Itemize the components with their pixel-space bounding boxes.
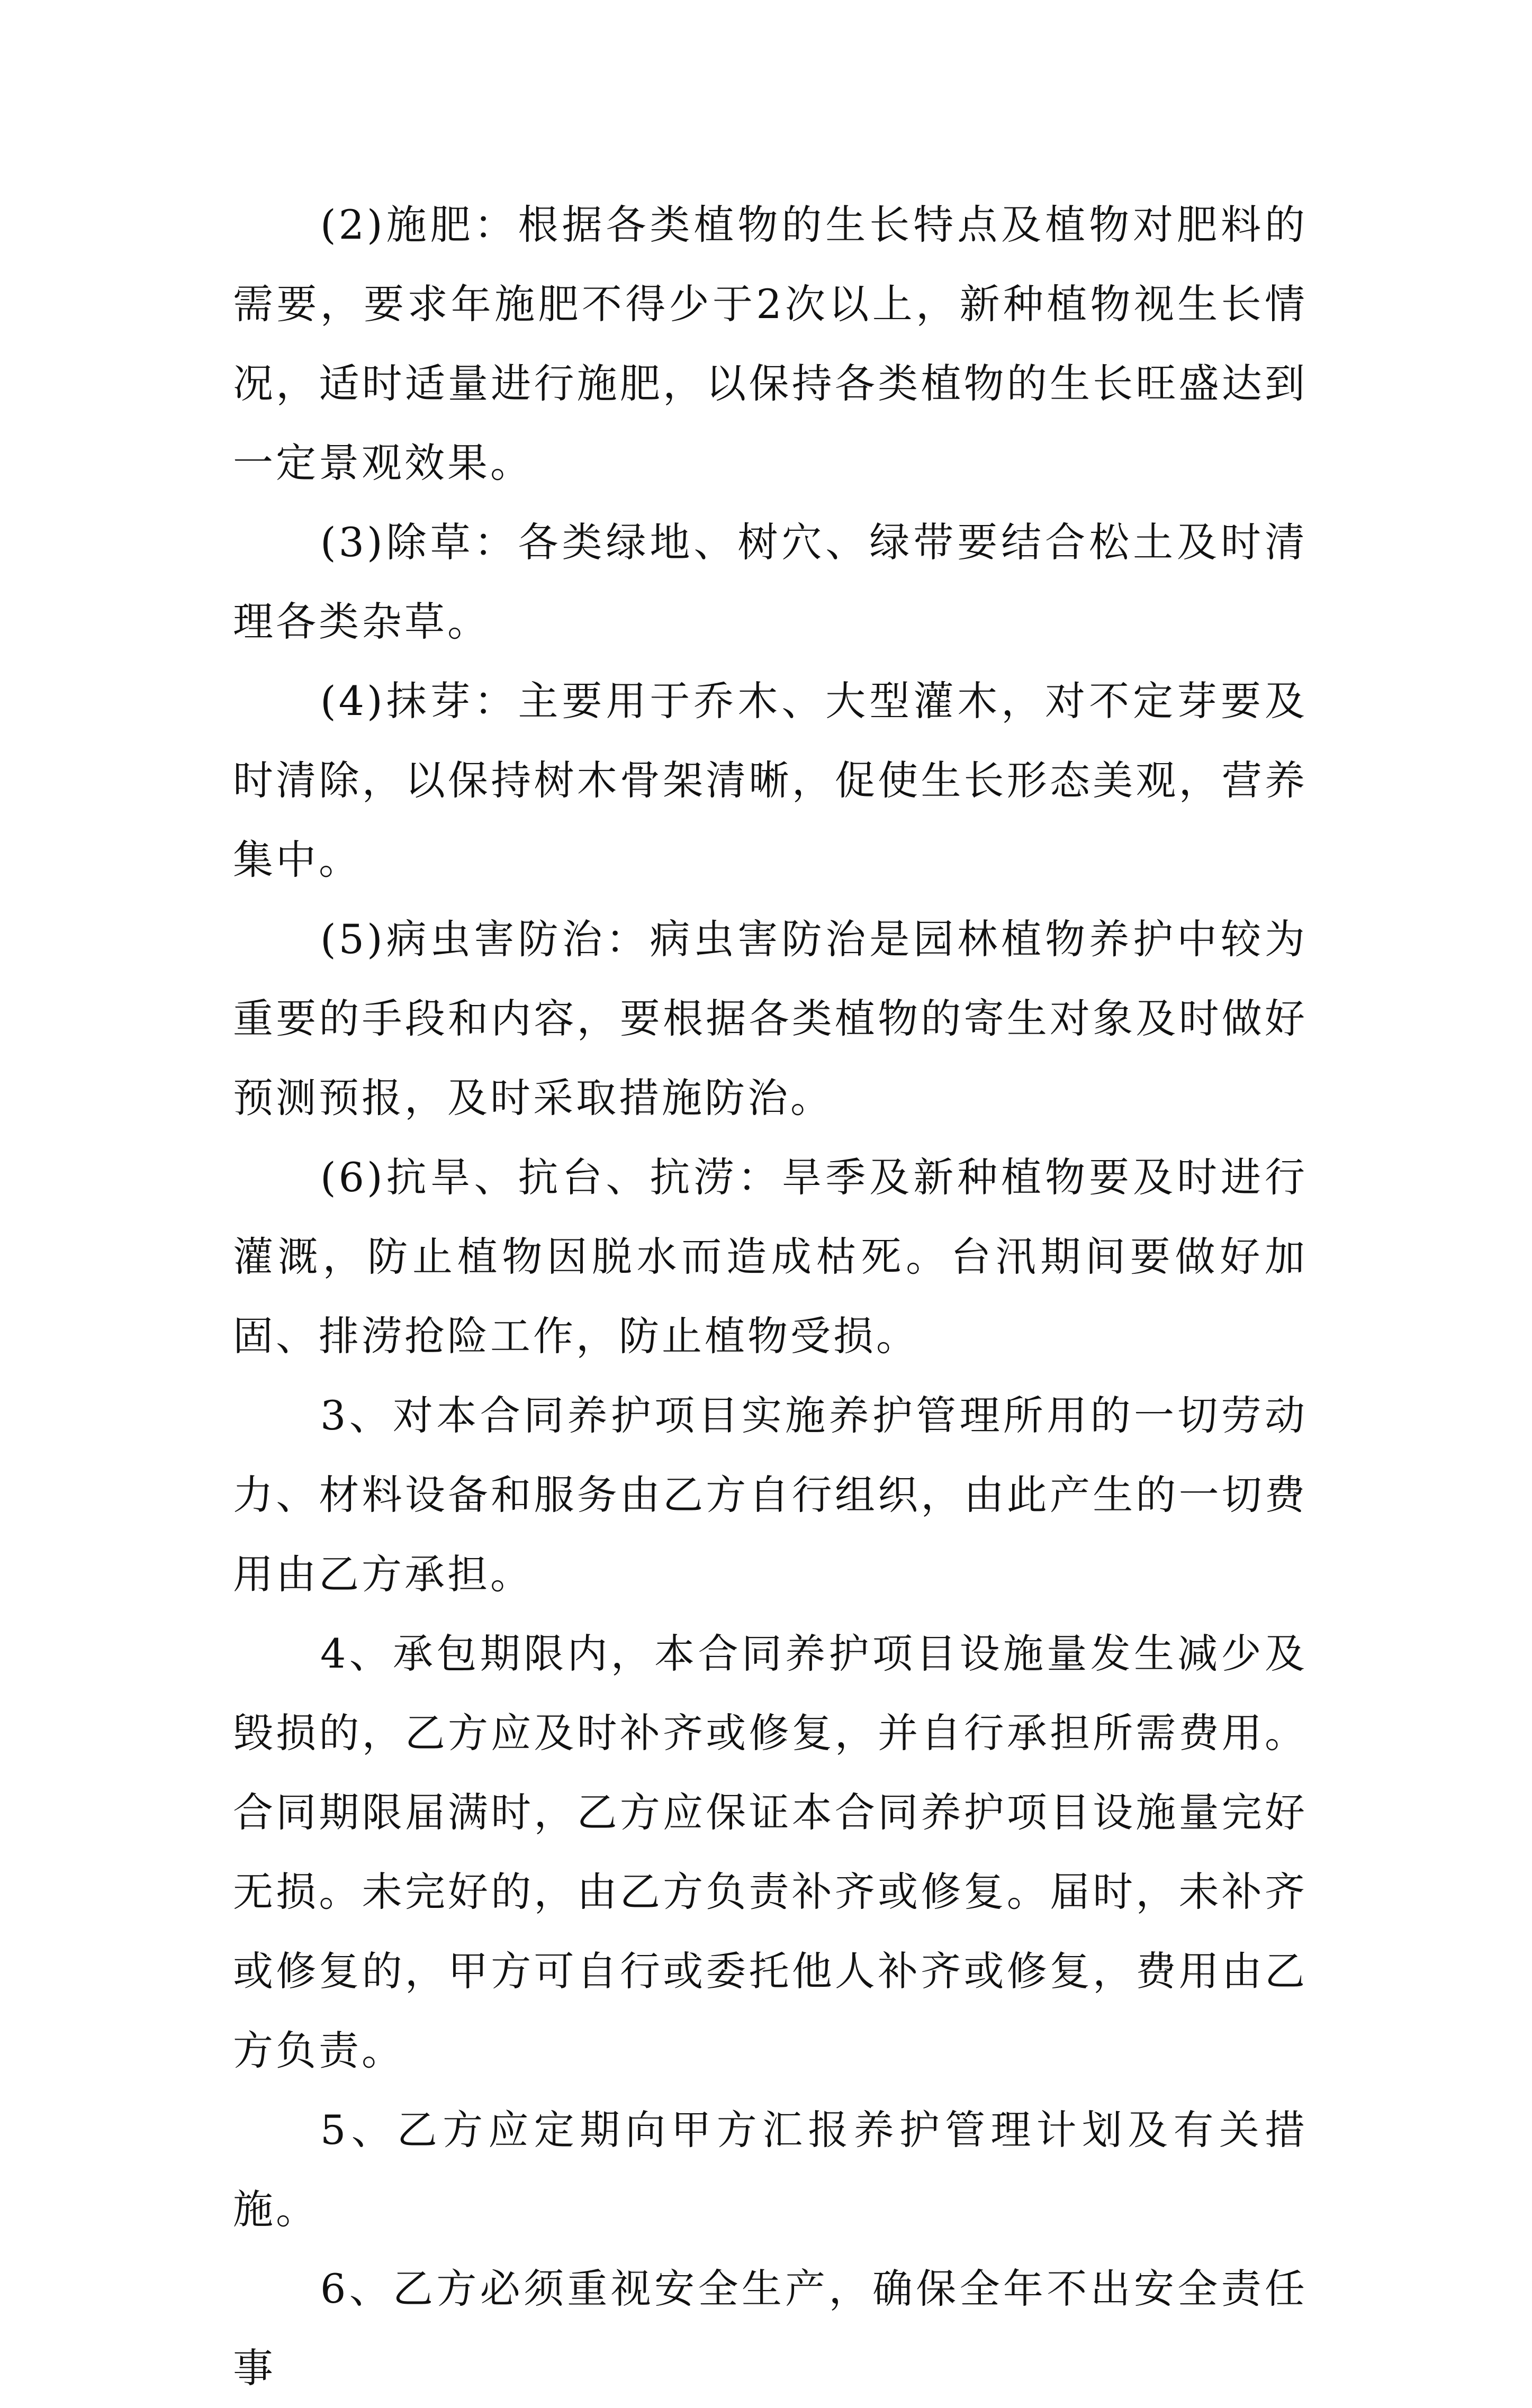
document-body [233, 185, 1308, 2408]
paragraph-clause-3: 3、对本合同养护项目实施养护管理所用的一切劳动力、材料设备和服务由乙方自行组织，由此产生的一切费用由乙方承担。 [233, 1392, 1308, 1598]
paragraph-clause-6: 6、乙方必须重视安全生产，确保全年不出安全责任事 [233, 2265, 1308, 2392]
paragraph-fertilizing: (2)施肥：根据各类植物的生长特点及植物对肥料的需要，要求年施肥不得少于2次以上，新种植物视生长情况，适时适量进行施肥，以保持各类植物的生长旺盛达到一定景观效果。 [233, 201, 1308, 486]
paragraph-pest-control: (5)病虫害防治：病虫害防治是园林植物养护中较为重要的手段和内容，要根据各类植物的寄生对象及时做好预测预报，及时采取措施防治。 [233, 916, 1308, 1121]
paragraph-bud-removal: (4)抹芽：主要用于乔木、大型灌木，对不定芽要及时清除，以保持树木骨架清晰，促使生长形态美观，营养集中。 [233, 677, 1308, 883]
paragraph-clause-5: 5、乙方应定期向甲方汇报养护管理计划及有关措施。 [233, 2106, 1308, 2233]
paragraph-drought-typhoon-flood: (6)抗旱、抗台、抗涝：旱季及新种植物要及时进行灌溉，防止植物因脱水而造成枯死。台汛期间要做好加固、排涝抢险工作，防止植物受损。 [233, 1154, 1308, 1360]
paragraph-weeding: (3)除草：各类绿地、树穴、绿带要结合松土及时清理各类杂草。 [233, 519, 1308, 645]
paragraph-clause-4: 4、承包期限内，本合同养护项目设施量发生减少及毁损的，乙方应及时补齐或修复，并自行承担所需费用。合同期限届满时，乙方应保证本合同养护项目设施量完好无损。未完好的，由乙方负责补齐或修复。届时，未补齐或修复的，甲方可自行或委托他人补齐或修复，费用由乙方负责。 [233, 1630, 1308, 2074]
